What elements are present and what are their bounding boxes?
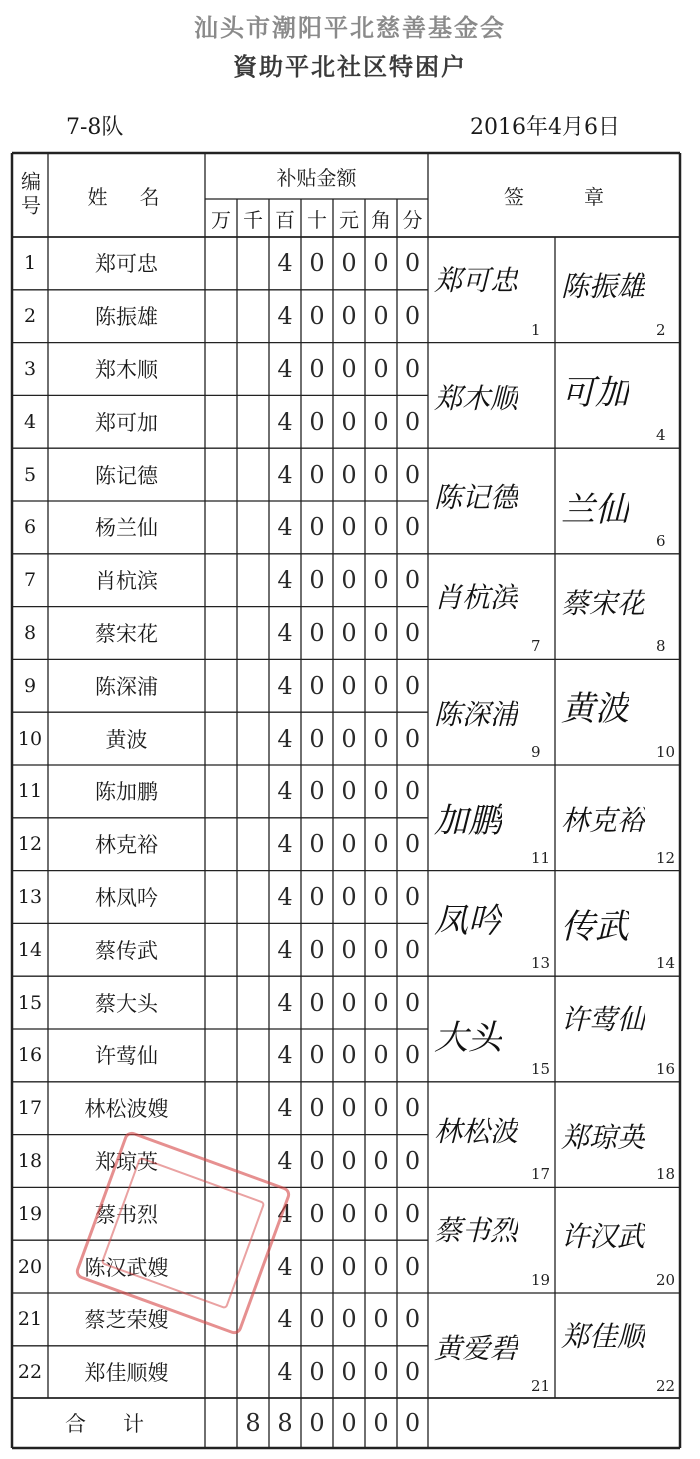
amount-digit: 0: [309, 882, 325, 911]
amount-digit: 0: [309, 671, 325, 700]
amount-digit: 0: [309, 460, 325, 489]
amount-digit: [205, 343, 237, 396]
amount-digit: 0: [341, 830, 357, 859]
amount-digit: 0: [373, 830, 389, 859]
signature-number: 17: [531, 1165, 551, 1184]
amount-digit: 0: [373, 1305, 389, 1334]
amount-digit: 0: [309, 1358, 325, 1387]
amount-digit: 0: [373, 1252, 389, 1281]
amount-digit: 4: [277, 1041, 293, 1070]
amount-digit: [205, 818, 237, 871]
amount-digit: 0: [309, 1041, 325, 1070]
column-header-name: 姓 名: [87, 184, 166, 209]
amount-digit: 0: [341, 1041, 357, 1070]
total-digit: 0: [309, 1409, 325, 1437]
recipient-name: 蔡书烈: [95, 1202, 158, 1227]
amount-digit: 0: [404, 935, 421, 964]
amount-digit: 0: [341, 988, 357, 1017]
amount-digit: 0: [404, 777, 421, 806]
team-label: 7-8队: [66, 115, 124, 140]
recipient-name: 杨兰仙: [95, 516, 158, 541]
amount-digit: [205, 290, 237, 343]
row-number: 22: [17, 1361, 43, 1384]
row-number: 19: [17, 1202, 43, 1225]
row-number: 8: [23, 621, 37, 644]
row-number: 2: [23, 305, 37, 328]
handwritten-signature: 蔡宋花: [561, 586, 646, 620]
amount-digit: 0: [341, 1146, 357, 1175]
handwritten-signature: 大头: [434, 1018, 502, 1059]
signature-number: 4: [656, 426, 666, 445]
recipient-name: 黄波: [105, 727, 148, 752]
recipient-name: 蔡传武: [95, 938, 158, 963]
amount-digit: 4: [277, 249, 293, 278]
amount-digit: 0: [373, 566, 389, 595]
amount-digit: 0: [404, 1146, 421, 1175]
amount-digit: 0: [309, 777, 325, 806]
handwritten-signature: 郑佳顺: [561, 1320, 646, 1353]
handwritten-signature: 郑可忠: [434, 264, 519, 297]
column-header-signature: 签 章: [504, 184, 604, 209]
row-number: 17: [17, 1097, 43, 1120]
amount-digit: 0: [404, 882, 421, 911]
amount-digit: 0: [373, 1146, 389, 1175]
amount-digit: 4: [277, 354, 293, 383]
amount-digit: 0: [404, 249, 421, 278]
amount-digit: 0: [404, 513, 421, 542]
amount-digit: 0: [373, 724, 389, 753]
amount-digit: [237, 237, 269, 290]
row-number: 5: [23, 463, 37, 486]
column-header-number: 编号: [17, 171, 42, 219]
amount-digit: 4: [277, 777, 293, 806]
amount-digit: [237, 501, 269, 554]
column-header-amount: 补贴金额: [276, 165, 357, 190]
amount-digit: 0: [341, 882, 357, 911]
handwritten-signature: 陈振雄: [561, 270, 646, 303]
amount-digit: 0: [341, 513, 357, 542]
handwritten-signature: 林松波: [434, 1114, 519, 1148]
document-date: 2016年4月6日: [470, 115, 620, 140]
row-number: 10: [17, 727, 43, 750]
amount-digit: 0: [373, 618, 389, 647]
amount-digit: 4: [277, 1252, 293, 1281]
recipient-name: 陈汉武嫂: [84, 1255, 169, 1280]
recipient-name: 蔡宋花: [95, 621, 158, 646]
handwritten-signature: 林克裕: [561, 804, 646, 837]
signature-number: 16: [656, 1059, 676, 1078]
amount-digit: 0: [341, 249, 357, 278]
amount-digit: 0: [373, 1094, 389, 1123]
amount-digit: [237, 290, 269, 343]
amount-digit: 4: [277, 671, 293, 700]
amount-digit: 0: [341, 671, 357, 700]
amount-digit: 0: [309, 724, 325, 753]
signature-number: 12: [656, 848, 676, 867]
amount-digit: [237, 554, 269, 607]
unit-header: 千: [243, 207, 263, 232]
organization-title: 汕头市潮阳平北慈善基金会: [194, 13, 506, 42]
amount-digit: 0: [373, 407, 389, 436]
signature-number: 18: [656, 1165, 676, 1184]
amount-digit: 0: [404, 354, 421, 383]
signature-number: 9: [531, 743, 541, 761]
recipient-name: 林凤吟: [95, 885, 158, 910]
recipient-name: 肖杭滨: [95, 569, 158, 594]
amount-digit: 0: [309, 566, 325, 595]
amount-digit: 0: [373, 302, 389, 331]
amount-digit: 0: [373, 1199, 389, 1228]
signature-number: 20: [656, 1271, 676, 1289]
amount-digit: 0: [404, 1358, 421, 1387]
unit-header: 万: [211, 207, 231, 232]
signature-number: 11: [531, 848, 551, 867]
recipient-name: 陈加鹏: [95, 780, 158, 805]
handwritten-signature: 许莺仙: [561, 1003, 646, 1037]
amount-digit: 0: [373, 460, 389, 489]
amount-digit: 4: [277, 935, 293, 964]
amount-digit: 0: [309, 302, 325, 331]
handwritten-signature: 加鹏: [434, 801, 502, 841]
recipient-name: 林松波嫂: [84, 1097, 169, 1122]
row-number: 18: [17, 1149, 43, 1172]
amount-digit: 4: [277, 1094, 293, 1123]
amount-digit: [205, 395, 237, 448]
amount-digit: 0: [309, 513, 325, 542]
amount-digit: 4: [277, 1305, 293, 1334]
unit-header: 分: [402, 207, 423, 232]
amount-digit: 0: [309, 830, 325, 859]
recipient-name: 蔡芝荣嫂: [84, 1308, 169, 1333]
handwritten-signature: 黄波: [561, 689, 629, 730]
row-number: 12: [17, 833, 43, 856]
row-number: 20: [17, 1255, 43, 1278]
unit-header: 百: [275, 207, 295, 232]
amount-digit: 4: [277, 513, 293, 542]
row-number: 1: [23, 252, 37, 275]
amount-digit: 0: [341, 1199, 357, 1228]
amount-digit: [205, 765, 237, 818]
amount-digit: [205, 554, 237, 607]
amount-digit: 0: [404, 618, 421, 647]
row-number: 3: [23, 357, 37, 380]
handwritten-signature: 陈记德: [434, 481, 519, 515]
amount-digit: 0: [404, 407, 421, 436]
amount-digit: 0: [404, 988, 421, 1017]
amount-digit: 0: [404, 671, 421, 700]
amount-digit: 0: [309, 1146, 325, 1175]
amount-digit: [237, 1029, 269, 1082]
amount-digit: [237, 343, 269, 396]
amount-digit: 0: [309, 1199, 325, 1228]
signature-number: 21: [531, 1376, 551, 1395]
amount-digit: 0: [404, 302, 421, 331]
signature-number: 8: [656, 637, 666, 656]
amount-digit: 0: [341, 354, 357, 383]
amount-digit: [205, 501, 237, 554]
recipient-name: 陈记德: [95, 463, 158, 488]
handwritten-signature: 陈深浦: [434, 698, 519, 732]
amount-digit: [237, 395, 269, 448]
amount-digit: 4: [277, 460, 293, 489]
row-number: 21: [17, 1308, 43, 1331]
unit-header: 角: [371, 207, 391, 232]
amount-digit: [205, 448, 237, 501]
amount-digit: [237, 607, 269, 660]
amount-digit: 0: [373, 671, 389, 700]
amount-digit: 0: [341, 566, 357, 595]
handwritten-signature: 蔡书烈: [434, 1214, 519, 1248]
amount-digit: 4: [277, 724, 293, 753]
amount-digit: 0: [404, 1305, 421, 1334]
recipient-name: 陈振雄: [95, 305, 158, 330]
amount-digit: 0: [309, 354, 325, 383]
amount-digit: 4: [277, 988, 293, 1017]
amount-digit: 0: [309, 1094, 325, 1123]
amount-digit: 0: [404, 460, 421, 489]
signature-number: 19: [531, 1271, 551, 1289]
total-digit: 0: [341, 1409, 357, 1437]
row-number: 9: [23, 674, 37, 697]
recipient-name: 郑琼英: [95, 1149, 158, 1174]
row-number: 13: [17, 885, 43, 908]
amount-digit: [205, 976, 237, 1029]
amount-digit: 0: [309, 407, 325, 436]
amount-digit: [237, 712, 269, 765]
amount-digit: 0: [341, 1252, 357, 1281]
amount-digit: [237, 923, 269, 976]
amount-digit: 0: [309, 935, 325, 964]
amount-digit: 0: [341, 407, 357, 436]
amount-digit: 0: [341, 935, 357, 964]
row-number: 15: [17, 991, 43, 1014]
handwritten-signature: 凤吟: [434, 900, 502, 941]
recipient-name: 蔡大头: [95, 991, 158, 1016]
amount-digit: [205, 607, 237, 660]
amount-digit: [205, 923, 237, 976]
handwritten-signature: 许汉武: [561, 1220, 646, 1254]
amount-digit: [205, 1029, 237, 1082]
amount-digit: [205, 1346, 237, 1399]
amount-digit: 0: [404, 1252, 421, 1281]
amount-digit: 0: [309, 1305, 325, 1334]
row-number: 6: [23, 516, 37, 539]
amount-digit: [205, 1082, 237, 1135]
recipient-name: 郑佳顺嫂: [84, 1361, 169, 1386]
handwritten-signature: 可加: [561, 372, 629, 413]
signature-number: 1: [531, 320, 541, 339]
amount-digit: 4: [277, 1146, 293, 1175]
signature-number: 14: [656, 954, 676, 973]
row-number: 4: [23, 410, 37, 433]
amount-digit: 4: [277, 1358, 293, 1387]
row-number: 14: [17, 938, 43, 961]
recipient-name: 郑木顺: [95, 357, 158, 382]
amount-digit: 0: [341, 618, 357, 647]
amount-digit: 0: [404, 1094, 421, 1123]
signature-number: 7: [531, 637, 541, 656]
amount-digit: 0: [373, 354, 389, 383]
amount-digit: 0: [373, 1358, 389, 1387]
amount-digit: [237, 818, 269, 871]
total-label: 合 计: [65, 1412, 152, 1436]
amount-digit: [237, 1346, 269, 1399]
handwritten-signature: 兰仙: [561, 490, 629, 531]
amount-digit: 0: [373, 249, 389, 278]
amount-digit: 0: [373, 988, 389, 1017]
amount-digit: 0: [404, 1199, 421, 1228]
amount-digit: 4: [277, 618, 293, 647]
total-digit: [205, 1398, 237, 1448]
amount-digit: 0: [373, 777, 389, 806]
total-digit: 0: [373, 1409, 389, 1437]
amount-digit: 0: [341, 302, 357, 331]
amount-digit: [237, 765, 269, 818]
amount-digit: 0: [373, 513, 389, 542]
amount-digit: 4: [277, 882, 293, 911]
signature-number: 10: [656, 743, 676, 761]
signature-number: 22: [656, 1376, 676, 1395]
amount-digit: [237, 659, 269, 712]
amount-digit: [237, 871, 269, 924]
row-number: 16: [17, 1044, 43, 1067]
amount-digit: 4: [277, 1199, 293, 1228]
signature-number: 13: [531, 954, 551, 973]
signature-number: 6: [656, 531, 666, 550]
amount-digit: 0: [404, 566, 421, 595]
amount-digit: 0: [309, 1252, 325, 1281]
total-digit: 8: [277, 1409, 293, 1437]
handwritten-signature: 黄爱碧: [434, 1332, 519, 1365]
amount-digit: 0: [404, 724, 421, 753]
handwritten-signature: 传武: [561, 906, 629, 947]
recipient-name: 陈深浦: [95, 674, 158, 699]
amount-digit: [237, 448, 269, 501]
unit-header: 十: [307, 207, 327, 232]
signature-number: 15: [531, 1059, 551, 1078]
recipient-name: 林克裕: [95, 833, 158, 858]
handwritten-signature: 郑木顺: [434, 381, 519, 415]
amount-digit: 4: [277, 566, 293, 595]
amount-digit: 0: [373, 935, 389, 964]
recipient-name: 郑可忠: [95, 252, 158, 277]
amount-digit: 0: [341, 1358, 357, 1387]
amount-digit: [237, 976, 269, 1029]
amount-digit: 0: [341, 777, 357, 806]
amount-digit: [205, 237, 237, 290]
unit-header: 元: [339, 207, 359, 232]
total-digit: 8: [245, 1409, 261, 1437]
amount-digit: 0: [404, 1041, 421, 1070]
amount-digit: 0: [341, 1094, 357, 1123]
amount-digit: 0: [373, 1041, 389, 1070]
document-subtitle: 資助平北社区特困户: [233, 52, 467, 81]
amount-digit: 0: [404, 830, 421, 859]
amount-digit: 4: [277, 302, 293, 331]
amount-digit: 0: [373, 882, 389, 911]
recipient-name: 许莺仙: [95, 1044, 158, 1069]
amount-digit: 0: [341, 724, 357, 753]
row-number: 11: [17, 780, 43, 803]
total-digit: 0: [404, 1409, 421, 1437]
amount-digit: 4: [277, 407, 293, 436]
signature-number: 2: [656, 320, 666, 339]
amount-digit: 0: [309, 618, 325, 647]
amount-digit: [205, 659, 237, 712]
amount-digit: 0: [309, 249, 325, 278]
recipient-name: 郑可加: [95, 410, 158, 435]
amount-digit: 0: [341, 460, 357, 489]
amount-digit: 4: [277, 830, 293, 859]
handwritten-signature: 郑琼英: [561, 1120, 646, 1154]
amount-digit: [205, 712, 237, 765]
amount-digit: [205, 871, 237, 924]
amount-digit: [237, 1082, 269, 1135]
handwritten-signature: 肖杭滨: [434, 580, 519, 614]
amount-digit: 0: [309, 988, 325, 1017]
amount-digit: 0: [341, 1305, 357, 1334]
row-number: 7: [23, 569, 37, 592]
